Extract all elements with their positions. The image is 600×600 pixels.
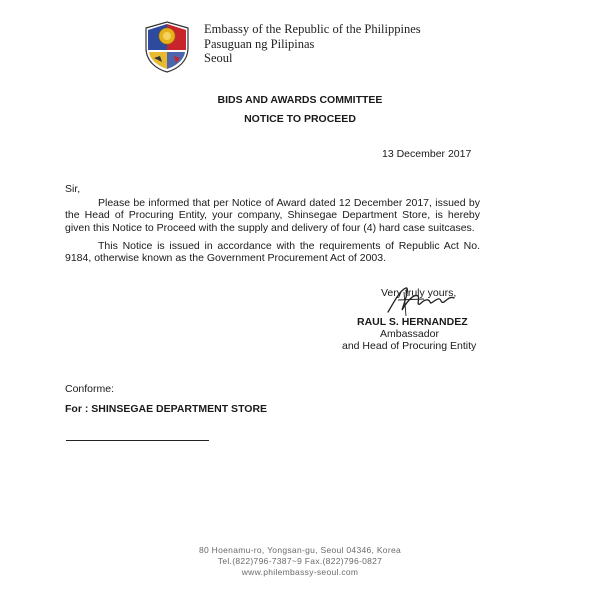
signatory-name: RAUL S. HERNANDEZ — [357, 316, 468, 328]
salutation: Sir, — [65, 183, 81, 195]
signatory-role: and Head of Procuring Entity — [342, 340, 477, 352]
signatory-title: Ambassador — [380, 328, 439, 340]
committee-heading: BIDS AND AWARDS COMMITTEE — [217, 94, 383, 106]
letterhead — [204, 22, 421, 66]
letterhead-line1: Embassy of the Republic of the Philippines — [204, 22, 421, 36]
footer-phone-fax: Tel.(822)796-7387~9 Fax.(822)796-0827 — [217, 556, 383, 566]
footer-website: www.philembassy-seoul.com — [241, 567, 359, 577]
closing-line: Very truly yours, — [381, 287, 457, 299]
footer-address: 80 Hoenamu-ro, Yongsan-gu, Seoul 04346, Korea — [198, 545, 402, 555]
body-paragraph-1: Please be informed that per Notice of Award dated 12 December 2017, issued by the Head of Procuring Entity, your company, Shinsegae Department Store, is hereby given this Notice to Proceed with the supply and delivery of four (4) hard case suitcases. — [65, 197, 480, 234]
letterhead-line2: Pasuguan ng Pilipinas — [204, 36, 315, 51]
conforme-label: Conforme: — [65, 383, 115, 395]
handwritten-signature-icon — [384, 282, 464, 318]
letter-date: 13 December 2017 — [382, 148, 472, 160]
body-paragraph-2: This Notice is issued in accordance with the requirements of Republic Act No. 9184, otherwise known as the Government Procurement Act of 2003. — [65, 240, 480, 265]
notice-heading: NOTICE TO PROCEED — [244, 113, 356, 125]
letterhead-line3: Seoul — [204, 51, 233, 65]
conforme-company: For : SHINSEGAE DEPARTMENT STORE — [65, 403, 268, 415]
signature-line — [66, 440, 209, 441]
philippine-seal-icon — [140, 20, 194, 74]
